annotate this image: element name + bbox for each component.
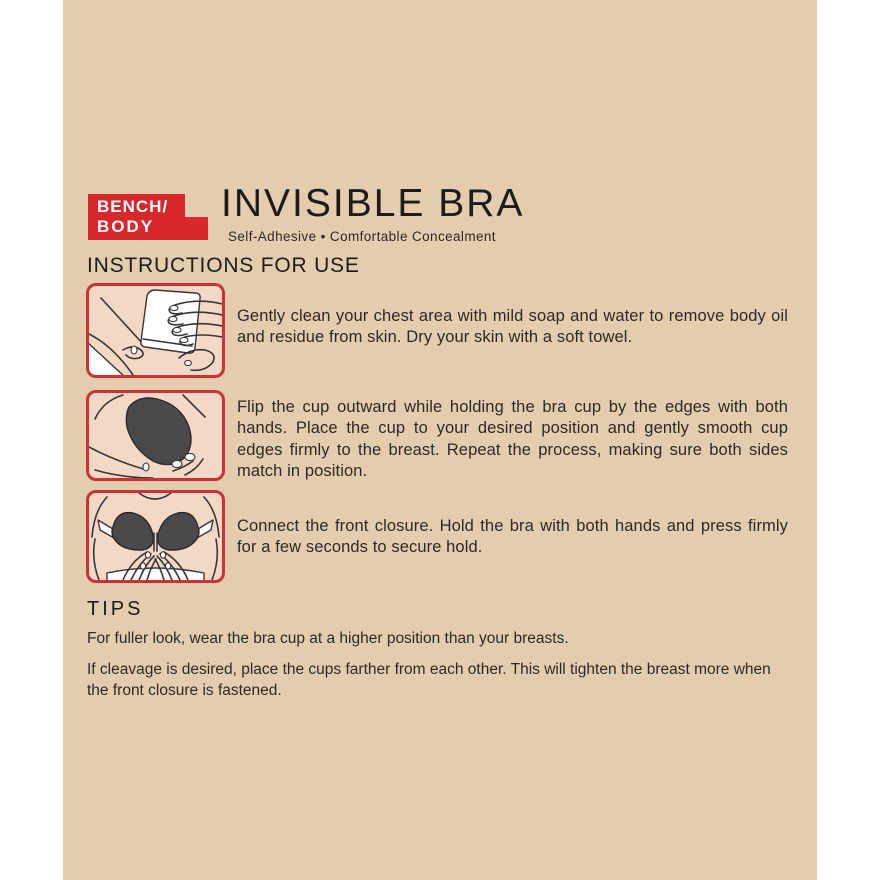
instructions-heading: INSTRUCTIONS FOR USE [87,254,360,277]
step3-illustration-frame [86,490,225,583]
tips-heading: TIPS [87,598,144,620]
step3-text: Connect the front closure. Hold the bra with both hands and press firmly for a few seconds to secure hold. [237,517,788,557]
brand-name-line1: BENCH/ [97,197,169,216]
tip-item-1: For fuller look, wear the bra cup at a higher position than your breasts. [87,630,569,647]
brand-name-line2: BODY [97,217,155,236]
place-cup-illustration [89,393,222,478]
step2-text: Flip the cup outward while holding the bra cup by the edges with both hands. Place the cup to your desired position and gently smooth cup edges firmly to the breast. Repeat the process, making sure both sides match in position. [237,398,788,481]
brand-badge [88,194,185,240]
brand-badge-tab [185,217,208,240]
step1-text: Gently clean your chest area with mild soap and water to remove body oil and residue from skin. Dry your skin with a soft towel. [237,307,788,347]
clean-chest-illustration [89,286,222,375]
step1-illustration-frame [86,283,225,378]
front-closure-illustration [89,493,222,580]
step2-illustration-frame [86,390,225,481]
product-title: INVISIBLE BRA [221,182,525,225]
product-subtitle: Self-Adhesive • Comfortable Concealment [228,229,496,244]
tip-item-2: If cleavage is desired, place the cups farther from each other. This will tighten the breast more when the front closure is fastened. [87,661,771,699]
